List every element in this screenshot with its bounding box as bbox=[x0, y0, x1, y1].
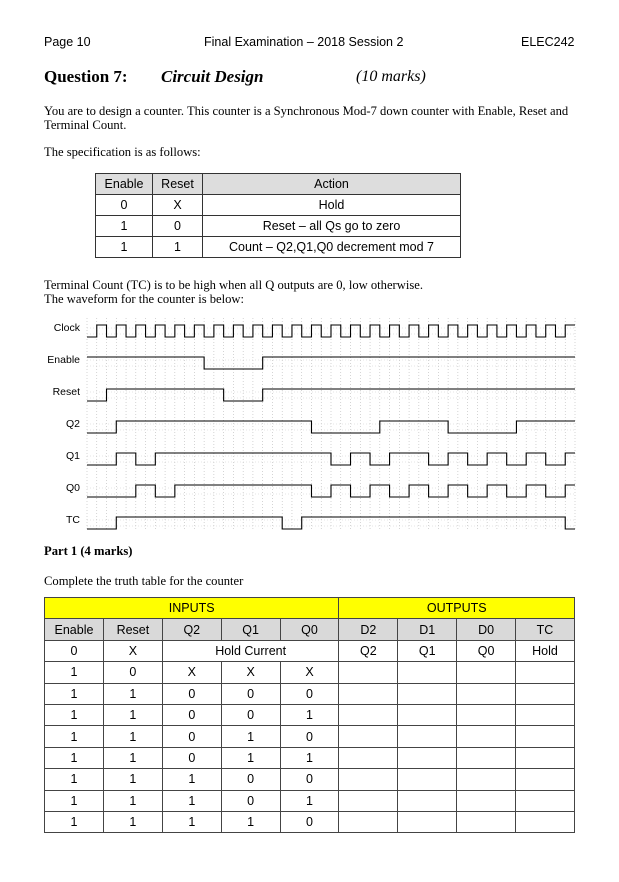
truth-cell: 0 bbox=[221, 683, 280, 704]
waveform-q1 bbox=[87, 453, 575, 465]
page-number: Page 10 bbox=[44, 35, 91, 49]
waveform-diagram bbox=[86, 316, 576, 532]
truth-cell[interactable] bbox=[516, 662, 575, 683]
truth-cell[interactable] bbox=[457, 769, 516, 790]
truth-cell: X bbox=[103, 640, 162, 661]
truth-cell[interactable] bbox=[398, 769, 457, 790]
truth-cell: 1 bbox=[162, 811, 221, 832]
truth-cell[interactable] bbox=[516, 790, 575, 811]
spec-row bbox=[96, 216, 461, 237]
truth-cell[interactable] bbox=[339, 747, 398, 768]
truth-header-cell: Q1 bbox=[221, 619, 280, 640]
truth-cell: Hold bbox=[516, 640, 575, 661]
spec-table-header bbox=[96, 174, 461, 195]
spec-cell: Reset – all Qs go to zero bbox=[203, 216, 461, 237]
truth-cell: 0 bbox=[103, 662, 162, 683]
truth-table bbox=[44, 597, 575, 833]
truth-cell[interactable] bbox=[398, 683, 457, 704]
spec-row bbox=[96, 195, 461, 216]
truth-header-cell: Enable bbox=[45, 619, 104, 640]
truth-cell: 1 bbox=[221, 747, 280, 768]
spec-cell: 0 bbox=[96, 195, 153, 216]
truth-cell[interactable] bbox=[398, 662, 457, 683]
truth-header-cell: TC bbox=[516, 619, 575, 640]
truth-cell[interactable] bbox=[516, 747, 575, 768]
truth-cell: 1 bbox=[103, 747, 162, 768]
signal-label-clock: Clock bbox=[53, 322, 80, 334]
truth-cell[interactable] bbox=[457, 790, 516, 811]
truth-cell[interactable] bbox=[339, 704, 398, 725]
exam-title: Final Examination – 2018 Session 2 bbox=[204, 35, 404, 49]
spec-header-cell: Enable bbox=[96, 174, 153, 195]
spec-row bbox=[96, 237, 461, 258]
truth-cell: Hold Current bbox=[162, 640, 339, 661]
truth-cell: 0 bbox=[45, 640, 104, 661]
truth-cell: 1 bbox=[45, 769, 104, 790]
truth-cell[interactable] bbox=[398, 811, 457, 832]
truth-cell: 0 bbox=[221, 704, 280, 725]
spec-table bbox=[95, 173, 461, 258]
truth-cell[interactable] bbox=[457, 662, 516, 683]
truth-cell: X bbox=[162, 662, 221, 683]
table-row bbox=[45, 769, 575, 790]
spec-header-cell: Action bbox=[203, 174, 461, 195]
truth-cell[interactable] bbox=[339, 790, 398, 811]
signal-label-q0: Q0 bbox=[65, 482, 80, 494]
truth-cell: 0 bbox=[162, 683, 221, 704]
tc-description: Terminal Count (TC) is to be high when all Q outputs are 0, low otherwise. bbox=[44, 278, 423, 292]
question-marks: (10 marks) bbox=[356, 68, 426, 85]
truth-cell: Q0 bbox=[457, 640, 516, 661]
inputs-group-header: INPUTS bbox=[45, 598, 339, 619]
truth-cell[interactable] bbox=[457, 811, 516, 832]
table-row bbox=[45, 811, 575, 832]
truth-cell: 1 bbox=[103, 769, 162, 790]
truth-body bbox=[45, 662, 575, 833]
truth-cell: 1 bbox=[103, 704, 162, 725]
spec-cell: X bbox=[153, 195, 203, 216]
signal-label-tc: TC bbox=[66, 514, 80, 526]
truth-cell[interactable] bbox=[516, 726, 575, 747]
truth-cell: 0 bbox=[162, 726, 221, 747]
truth-cell: Q2 bbox=[339, 640, 398, 661]
question-title: Circuit Design bbox=[161, 67, 264, 86]
outputs-group-header: OUTPUTS bbox=[339, 598, 575, 619]
truth-cell: 1 bbox=[45, 790, 104, 811]
truth-cell: 1 bbox=[280, 704, 339, 725]
truth-cell: 1 bbox=[103, 726, 162, 747]
table-row bbox=[45, 683, 575, 704]
truth-cell: 0 bbox=[221, 790, 280, 811]
truth-cell: 0 bbox=[280, 683, 339, 704]
truth-hold-row bbox=[45, 640, 575, 661]
truth-cell[interactable] bbox=[339, 726, 398, 747]
truth-header-cell: Q2 bbox=[162, 619, 221, 640]
course-code: ELEC242 bbox=[521, 35, 575, 49]
waveform-description: The waveform for the counter is below: bbox=[44, 292, 245, 306]
truth-cell: 1 bbox=[280, 790, 339, 811]
truth-cell: 1 bbox=[45, 726, 104, 747]
truth-cell: 1 bbox=[45, 704, 104, 725]
truth-cell[interactable] bbox=[516, 683, 575, 704]
truth-cell: 1 bbox=[162, 790, 221, 811]
truth-cell[interactable] bbox=[457, 704, 516, 725]
truth-header-cell: D0 bbox=[457, 619, 516, 640]
table-row bbox=[45, 704, 575, 725]
truth-cell[interactable] bbox=[339, 662, 398, 683]
truth-cell[interactable] bbox=[339, 769, 398, 790]
truth-cell: 0 bbox=[162, 704, 221, 725]
truth-cell: 1 bbox=[280, 747, 339, 768]
signal-label-enable: Enable bbox=[47, 354, 80, 366]
waveform-clock bbox=[87, 325, 575, 337]
truth-cell: 0 bbox=[280, 726, 339, 747]
truth-cell: 1 bbox=[162, 769, 221, 790]
signal-label-q1: Q1 bbox=[65, 450, 80, 462]
table-row bbox=[45, 662, 575, 683]
truth-cell[interactable] bbox=[516, 704, 575, 725]
truth-cell: 1 bbox=[103, 683, 162, 704]
truth-cell[interactable] bbox=[457, 726, 516, 747]
spec-cell: Count – Q2,Q1,Q0 decrement mod 7 bbox=[203, 237, 461, 258]
truth-header-cell: Reset bbox=[103, 619, 162, 640]
truth-header-cell: D2 bbox=[339, 619, 398, 640]
truth-cell[interactable] bbox=[398, 790, 457, 811]
truth-cell: 1 bbox=[221, 726, 280, 747]
truth-cell[interactable] bbox=[398, 726, 457, 747]
truth-cell: 1 bbox=[221, 811, 280, 832]
truth-cell: 1 bbox=[45, 662, 104, 683]
part1-instruction: Complete the truth table for the counter bbox=[44, 574, 244, 588]
truth-cell[interactable] bbox=[398, 747, 457, 768]
truth-cell: 1 bbox=[103, 790, 162, 811]
truth-group-row bbox=[45, 598, 575, 619]
truth-header-cell: Q0 bbox=[280, 619, 339, 640]
truth-cell: 1 bbox=[45, 683, 104, 704]
truth-cell: 0 bbox=[221, 769, 280, 790]
truth-cell: 0 bbox=[280, 811, 339, 832]
question-number: Question 7: bbox=[44, 67, 128, 86]
signal-label-q2: Q2 bbox=[65, 418, 80, 430]
truth-header-cell: D1 bbox=[398, 619, 457, 640]
spec-cell: 0 bbox=[153, 216, 203, 237]
spec-cell: 1 bbox=[153, 237, 203, 258]
table-row bbox=[45, 747, 575, 768]
part1-title: Part 1 (4 marks) bbox=[44, 544, 133, 558]
truth-cell[interactable] bbox=[339, 811, 398, 832]
intro-paragraph: You are to design a counter. This counter is a Synchronous Mod-7 down counter with Enable, Reset and Terminal Count. bbox=[44, 104, 569, 132]
signal-label-reset: Reset bbox=[52, 386, 80, 398]
truth-cell[interactable] bbox=[457, 747, 516, 768]
truth-cell: 0 bbox=[280, 769, 339, 790]
table-row bbox=[45, 726, 575, 747]
truth-cell[interactable] bbox=[339, 683, 398, 704]
truth-cell: 1 bbox=[45, 811, 104, 832]
truth-cell: X bbox=[221, 662, 280, 683]
truth-cell[interactable] bbox=[457, 683, 516, 704]
truth-cell[interactable] bbox=[516, 811, 575, 832]
spec-cell: 1 bbox=[96, 216, 153, 237]
truth-cell[interactable] bbox=[398, 704, 457, 725]
spec-intro: The specification is as follows: bbox=[44, 145, 201, 159]
waveform-q0 bbox=[87, 485, 575, 497]
truth-header-row bbox=[45, 619, 575, 640]
spec-cell: Hold bbox=[203, 195, 461, 216]
truth-cell: 1 bbox=[45, 747, 104, 768]
spec-cell: 1 bbox=[96, 237, 153, 258]
table-row bbox=[45, 790, 575, 811]
spec-header-cell: Reset bbox=[153, 174, 203, 195]
truth-cell: 0 bbox=[162, 747, 221, 768]
truth-cell: X bbox=[280, 662, 339, 683]
truth-cell: 1 bbox=[103, 811, 162, 832]
truth-cell: Q1 bbox=[398, 640, 457, 661]
truth-cell[interactable] bbox=[516, 769, 575, 790]
